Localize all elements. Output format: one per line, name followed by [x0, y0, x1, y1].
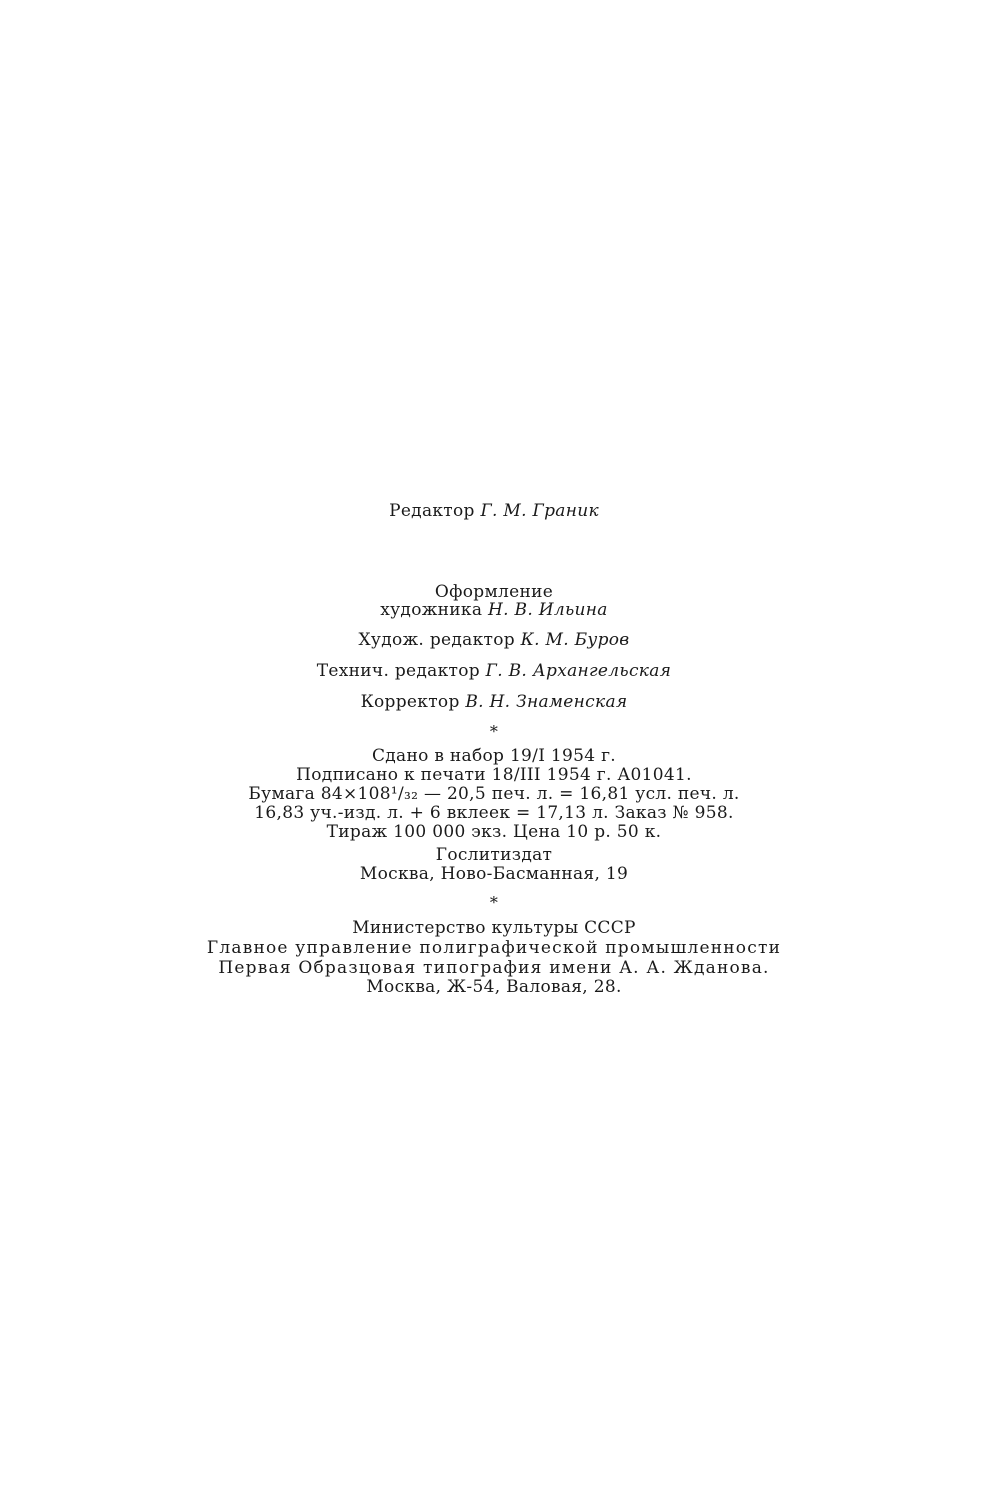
art-editor-line	[0, 630, 988, 650]
publisher-address: Москва, Ново-Басманная, 19	[359, 864, 629, 884]
editor-name: Г. М. Граник	[480, 501, 599, 521]
printer-line-2: Главное управление полиграфической промышленности	[206, 938, 782, 958]
separator-asterisk-2: *	[489, 893, 499, 912]
tech-editor-label: Технич. редактор	[316, 661, 480, 681]
publisher-name: Гослитиздат	[435, 845, 553, 865]
design-name: Н. В. Ильина	[488, 600, 608, 620]
tech-editor-name: Г. В. Архангельская	[485, 661, 672, 681]
proofreader-line	[0, 692, 988, 712]
printer-line-3: Первая Образцовая типография имени А. А. Жданова.	[218, 958, 770, 978]
imprint-line-1: Сдано в набор 19/I 1954 г.	[371, 746, 617, 766]
separator-asterisk-1: *	[489, 722, 499, 741]
proofreader-label: Корректор	[360, 692, 460, 712]
printer-line-4: Москва, Ж-54, Валовая, 28.	[366, 977, 622, 997]
imprint-line-5: Тираж 100 000 экз. Цена 10 р. 50 к.	[326, 822, 662, 842]
design-line-2	[0, 600, 988, 620]
art-editor-label: Худож. редактор	[358, 630, 515, 650]
imprint-line-4: 16,83 уч.-изд. л. + 6 вклеек = 17,13 л. Заказ № 958.	[254, 803, 734, 823]
art-editor-name: К. М. Буров	[520, 630, 630, 650]
design-label: художника	[380, 600, 483, 620]
imprint-line-3: Бумага 84×108¹/₃₂ — 20,5 печ. л. = 16,81 усл. печ. л.	[248, 784, 740, 804]
tech-editor-line	[0, 661, 988, 681]
imprint-line-2: Подписано к печати 18/III 1954 г. А01041.	[296, 765, 692, 785]
editor-label: Редактор	[389, 501, 475, 521]
design-line-1: Оформление	[434, 582, 554, 602]
proofreader-name: В. Н. Знаменская	[465, 692, 628, 712]
printer-line-1: Министерство культуры СССР	[352, 918, 636, 938]
editor-line	[0, 501, 988, 521]
